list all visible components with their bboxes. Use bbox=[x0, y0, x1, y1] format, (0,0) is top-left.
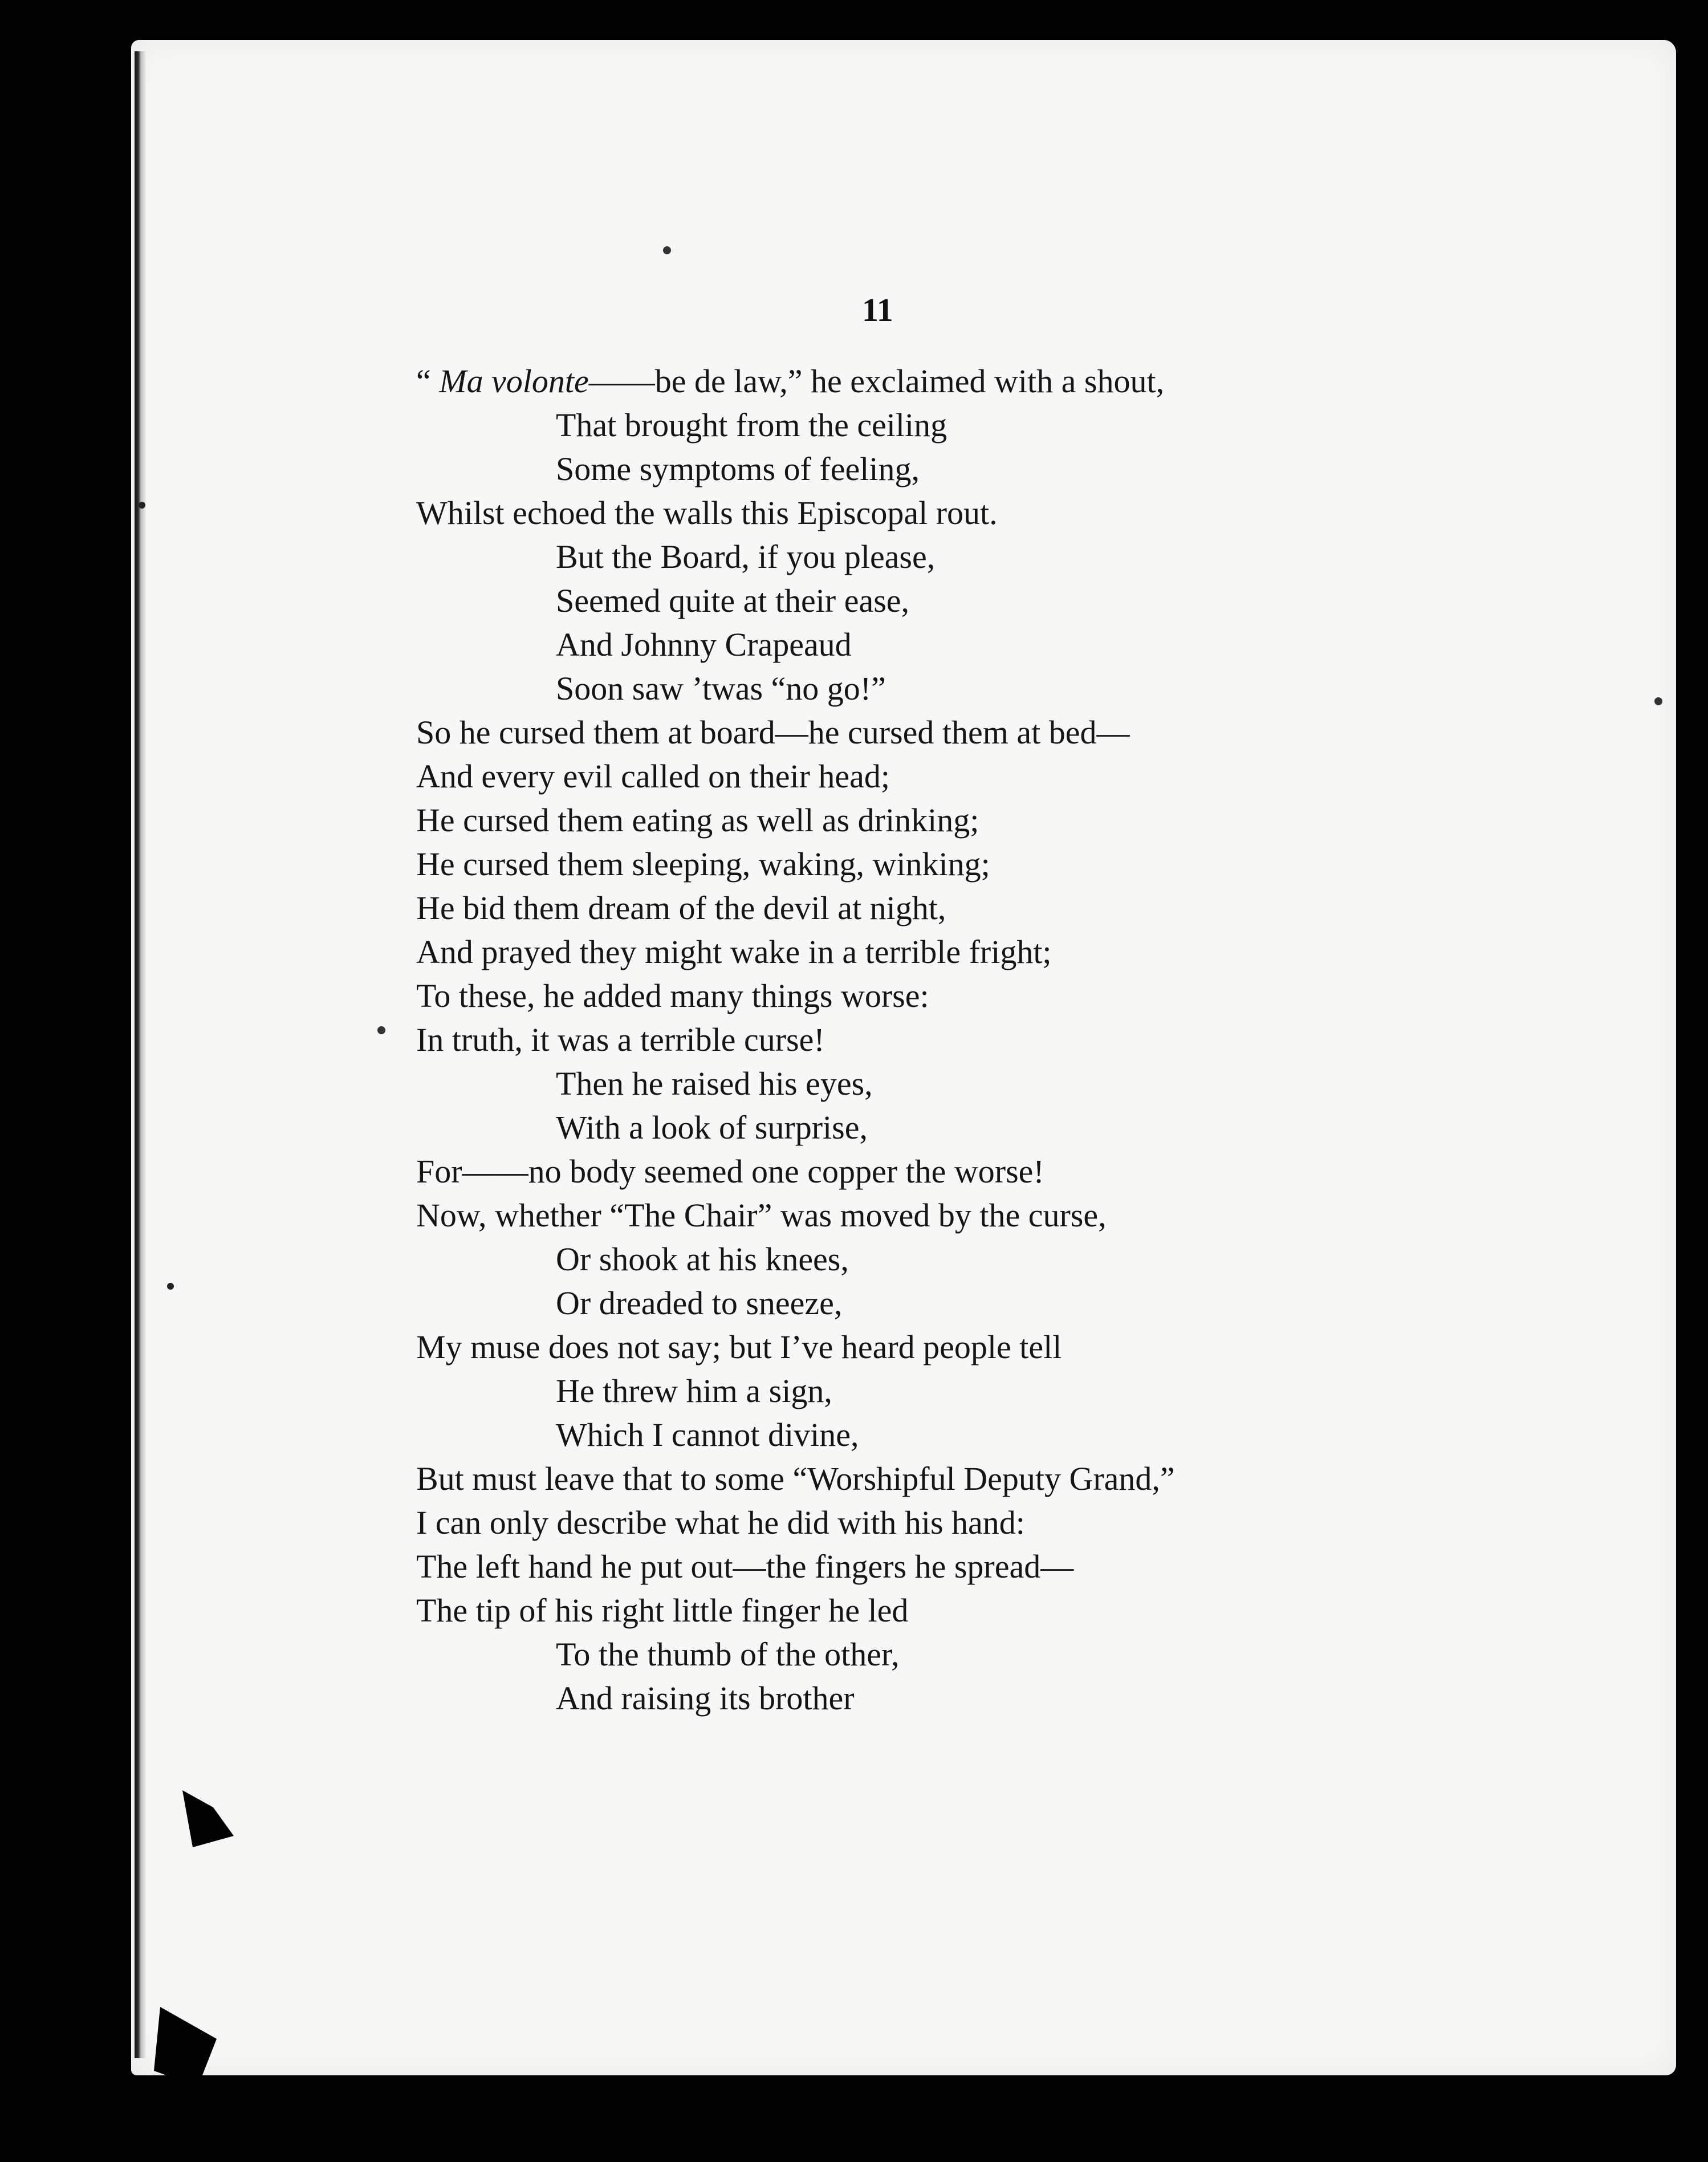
poem-line: But must leave that to some “Worshipful Deputy Grand,” bbox=[416, 1460, 1175, 1497]
poem-line: And every evil called on their head; bbox=[416, 758, 890, 795]
poem-line: Whilst echoed the walls this Episcopal rout. bbox=[416, 494, 998, 531]
poem-line: With a look of surprise, bbox=[556, 1109, 868, 1146]
poem-line: He bid them dream of the devil at night, bbox=[416, 889, 946, 926]
poem-line: Now, whether “The Chair” was moved by the curse, bbox=[416, 1197, 1107, 1234]
poem-line: And raising its brother bbox=[556, 1680, 855, 1717]
poem-line: He threw him a sign, bbox=[556, 1372, 832, 1409]
poem-line: He cursed them sleeping, waking, winking; bbox=[416, 846, 990, 883]
poem-line: To these, he added many things worse: bbox=[416, 977, 929, 1014]
poem-line: The left hand he put out—the fingers he spread— bbox=[416, 1548, 1074, 1585]
poem-line: To the thumb of the other, bbox=[556, 1636, 900, 1673]
poem-line: Which I cannot divine, bbox=[556, 1416, 859, 1453]
poem-line: In truth, it was a terrible curse! bbox=[416, 1021, 825, 1058]
poem-line: But the Board, if you please, bbox=[556, 538, 936, 575]
poem-line: He cursed them eating as well as drinking; bbox=[416, 802, 979, 839]
poem-line: Or shook at his knees, bbox=[556, 1241, 849, 1278]
poem-line: Or dreaded to sneeze, bbox=[556, 1285, 843, 1322]
poem-line: And prayed they might wake in a terrible fright; bbox=[416, 933, 1052, 970]
poem-line: I can only describe what he did with his hand: bbox=[416, 1504, 1025, 1541]
page-number: 11 bbox=[862, 291, 893, 328]
poem-line: “ Ma volonte——be de law,” he exclaimed with a shout, bbox=[416, 363, 1165, 400]
ink-speck bbox=[663, 246, 671, 254]
poem-line: Some symptoms of feeling, bbox=[556, 450, 920, 487]
poem-line: The tip of his right little finger he led bbox=[416, 1592, 909, 1629]
poem-text bbox=[0, 359, 1708, 1720]
poem-line: That brought from the ceiling bbox=[556, 407, 947, 444]
poem-line: Then he raised his eyes, bbox=[556, 1065, 873, 1102]
poem-line: And Johnny Crapeaud bbox=[556, 626, 852, 663]
poem-line: For——no body seemed one copper the worse! bbox=[416, 1153, 1044, 1190]
poem-line: Soon saw ’twas “no go!” bbox=[556, 670, 886, 707]
poem-line: My muse does not say; but I’ve heard people tell bbox=[416, 1328, 1062, 1366]
poem-line: Seemed quite at their ease, bbox=[556, 582, 910, 619]
poem-line: So he cursed them at board—he cursed them at bed— bbox=[416, 714, 1130, 751]
